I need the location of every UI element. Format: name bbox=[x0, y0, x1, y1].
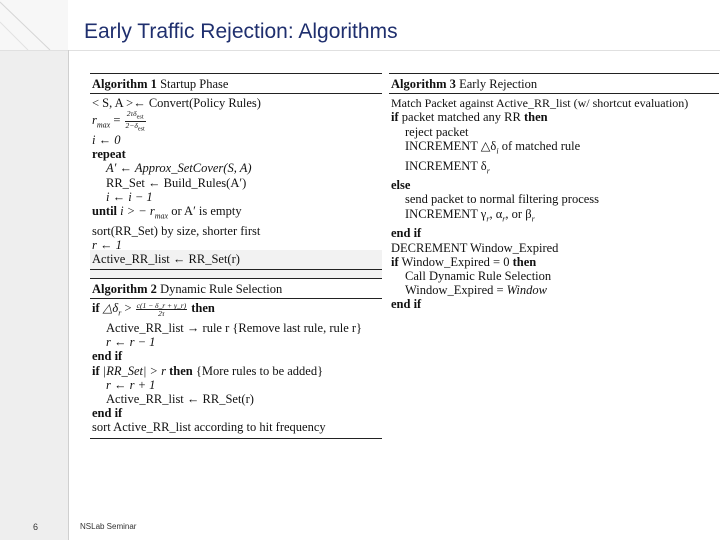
algorithm-2-number: Algorithm 2 bbox=[92, 282, 157, 296]
algorithm-line: sort(RR_Set) by size, shorter first bbox=[92, 223, 261, 238]
algorithm-3-number: Algorithm 3 bbox=[391, 77, 456, 91]
algorithm-3-header bbox=[389, 74, 719, 94]
algorithm-line: INCREMENT $\delta_r$ bbox=[405, 158, 490, 176]
left-sidebar-strip bbox=[0, 50, 68, 540]
algorithm-line: < S, A >← Convert(Policy Rules) bbox=[92, 96, 261, 111]
algorithm-2-box bbox=[90, 278, 382, 439]
algorithm-line: RR_Set ← Build_Rules(A′) bbox=[106, 175, 247, 190]
algorithm-line: DECREMENT Window_Expired bbox=[391, 240, 559, 255]
algorithm-2-body bbox=[90, 299, 382, 438]
algorithm-line: if packet matched any RR then bbox=[391, 110, 548, 125]
algorithm-line: send packet to normal filtering process bbox=[405, 192, 600, 207]
algorithm-line: Window_Expired = Window bbox=[405, 283, 547, 298]
algorithm-line: end if bbox=[391, 297, 422, 312]
footer-label: NSLab Seminar bbox=[80, 522, 137, 531]
algorithm-line: $r_{max}$ = $\frac{2\tau\delta_{est}}{2-\delta_{est}}$ bbox=[92, 109, 145, 133]
header-rule bbox=[0, 50, 720, 51]
rmax-fraction: $\frac{2\tau\delta_{est}}{2-\delta_{est}}$ bbox=[125, 109, 145, 133]
algorithm-1-name: Startup Phase bbox=[160, 77, 229, 91]
algorithm-line: end if bbox=[92, 406, 123, 421]
algorithm-3-name: Early Rejection bbox=[459, 77, 538, 91]
algorithm-line: Match Packet against Active_RR_list (w/ shortcut evaluation) bbox=[391, 96, 689, 111]
algorithm-1-box bbox=[90, 73, 382, 270]
threshold-fraction: $\frac{c(1 - \delta\_r + \gamma\_r)}{2\tau}$ bbox=[136, 300, 187, 318]
sidebar-divider bbox=[68, 50, 69, 540]
algorithm-1-number: Algorithm 1 bbox=[92, 77, 157, 91]
algorithm-3-body bbox=[389, 94, 719, 314]
algorithm-line: Active_RR_list ← RR_Set(r) bbox=[92, 252, 240, 267]
algorithm-2-header bbox=[90, 279, 382, 299]
algorithm-2-name: Dynamic Rule Selection bbox=[160, 282, 283, 296]
slide-title: Early Traffic Rejection: Algorithms bbox=[84, 20, 398, 43]
algorithm-line: INCREMENT $\gamma_r$, $\alpha_r$, or $\beta_r$ bbox=[405, 206, 535, 224]
algorithm-line: i ← i − 1 bbox=[106, 189, 153, 204]
algorithm-line: INCREMENT $\triangle\delta_i$ of matched rule bbox=[405, 138, 581, 156]
algorithm-line: r ← 1 bbox=[92, 237, 122, 252]
algorithm-line: else bbox=[391, 178, 411, 193]
algorithm-line: Active_RR_list ← RR_Set(r) bbox=[106, 391, 254, 406]
algorithm-line: until i > − $r_{max}$ or A′ is empty bbox=[92, 204, 242, 221]
algorithm-line: A′ ← Approx_SetCover(S, A) bbox=[106, 161, 252, 176]
page-number: 6 bbox=[33, 522, 39, 532]
algorithm-1-body bbox=[90, 94, 382, 270]
algorithm-line: r ← r − 1 bbox=[106, 335, 156, 350]
algorithm-line: if $\triangle\delta_r$ > $\frac{c(1 - \delta\_r + \gamma\_r)}{2\tau}$ then bbox=[92, 300, 215, 318]
algorithm-line: sort Active_RR_list according to hit frequency bbox=[92, 420, 326, 435]
algorithm-line: end if bbox=[391, 226, 422, 241]
algorithm-1-header bbox=[90, 74, 382, 94]
algorithm-line: Active_RR_list → rule r {Remove last rule, rule r} bbox=[106, 320, 363, 335]
algorithm-line: Call Dynamic Rule Selection bbox=[405, 268, 552, 283]
algorithm-line: r ← r + 1 bbox=[106, 377, 156, 392]
algorithm-3-box bbox=[389, 73, 719, 315]
algorithm-line: if |RR_Set| > r then {More rules to be added} bbox=[92, 363, 324, 378]
algorithm-line: end if bbox=[92, 349, 123, 364]
algorithm-line: reject packet bbox=[405, 124, 469, 139]
algorithm-line: repeat bbox=[92, 147, 126, 162]
algorithm-line: i ← 0 bbox=[92, 132, 121, 147]
algorithm-line: if Window_Expired = 0 then bbox=[391, 254, 537, 269]
